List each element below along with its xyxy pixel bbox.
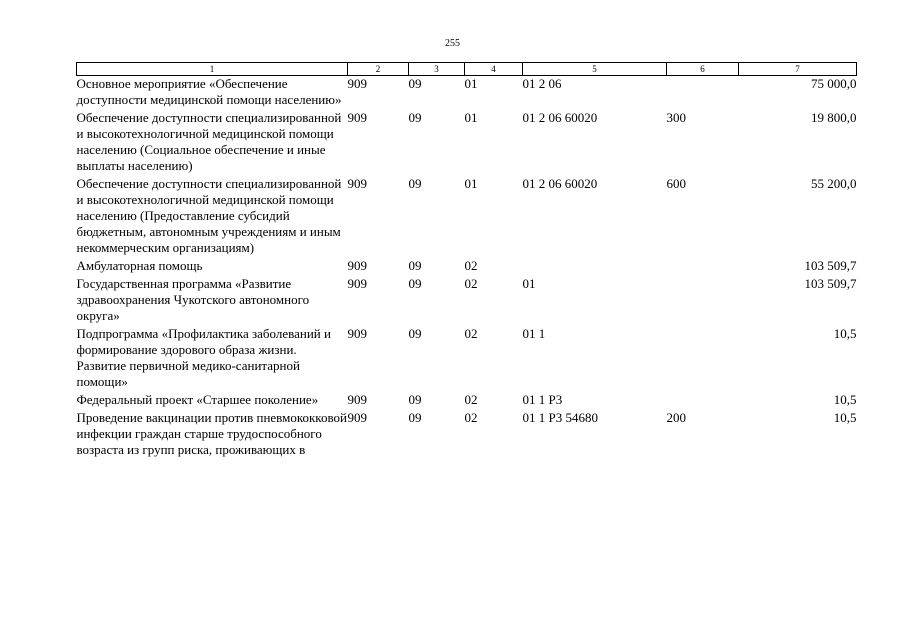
table-row: [77, 276, 857, 326]
table-row: [77, 258, 857, 276]
row-name: Государственная программа «Развитие здравоохранения Чукотского автономного округа»: [76, 276, 310, 323]
ministry-code: 909: [347, 326, 367, 341]
row-name: Подпрограмма «Профилактика заболеваний и формирование здорового образа жизни. Развитие первичной медико-санитарной помощи»: [76, 326, 331, 389]
expense-type-code: 600: [666, 176, 686, 191]
column-number: 1: [77, 63, 348, 76]
ministry-code: 909: [347, 76, 367, 91]
section-code: 09: [408, 258, 422, 273]
table-row: [77, 410, 857, 460]
table-row: [77, 176, 857, 258]
ministry-code: 909: [347, 392, 367, 407]
ministry-code: 909: [347, 276, 367, 291]
subsection-code: 01: [464, 76, 478, 91]
row-name: Обеспечение доступности специализированной и высокотехнологичной медицинской помощи населению (Социальное обеспечение и иные выплаты населению): [76, 110, 342, 173]
expense-type-code: [667, 276, 739, 326]
subsection-code: 02: [464, 276, 478, 291]
table-body: [77, 76, 857, 461]
subsection-code: 01: [464, 110, 478, 125]
section-code: 09: [408, 326, 422, 341]
expense-type-code: [667, 326, 739, 392]
target-article-code: [523, 258, 667, 276]
table-row: [77, 326, 857, 392]
amount-value: 103 509,7: [804, 276, 857, 291]
amount-value: 10,5: [833, 392, 857, 407]
amount-value: 10,5: [833, 326, 857, 341]
column-number: 7: [739, 63, 857, 76]
column-number: 2: [348, 63, 409, 76]
row-name: Амбулаторная помощь: [76, 258, 203, 273]
expense-type-code: [667, 392, 739, 410]
row-name: Обеспечение доступности специализированной и высокотехнологичной медицинской помощи населению (Предоставление субсидий бюджетным, автономным учреждениям и иным некоммерческим организациям): [76, 176, 342, 255]
target-article-code: 01 2 06 60020: [522, 176, 598, 191]
ministry-code: 909: [347, 258, 367, 273]
target-article-code: 01 2 06 60020: [522, 110, 598, 125]
expense-type-code: 200: [666, 410, 686, 425]
expense-type-code: 300: [666, 110, 686, 125]
page-number: 255: [445, 38, 460, 49]
column-number: 6: [667, 63, 739, 76]
column-number: 5: [523, 63, 667, 76]
amount-value: 75 000,0: [811, 76, 857, 91]
target-article-code: 01 1 P3 54680: [522, 410, 598, 425]
table-row: [77, 392, 857, 410]
table-row: [77, 76, 857, 111]
amount-value: 19 800,0: [811, 110, 857, 125]
target-article-code: 01 1: [522, 326, 546, 341]
column-number: 3: [409, 63, 465, 76]
row-name: Проведение вакцинации против пневмококковой инфекции граждан старше трудоспособного возраста из групп риска, проживающих в: [76, 410, 347, 457]
column-number: 4: [465, 63, 523, 76]
target-article-code: 01: [522, 276, 536, 291]
expense-type-code: [667, 76, 739, 111]
subsection-code: 02: [464, 326, 478, 341]
ministry-code: 909: [347, 410, 367, 425]
target-article-code: 01 2 06: [522, 76, 562, 91]
expense-type-code: [667, 258, 739, 276]
subsection-code: 01: [464, 176, 478, 191]
section-code: 09: [408, 176, 422, 191]
target-article-code: 01 1 P3: [522, 392, 563, 407]
subsection-code: 02: [464, 392, 478, 407]
section-code: 09: [408, 276, 422, 291]
ministry-code: 909: [347, 110, 367, 125]
amount-value: 103 509,7: [804, 258, 857, 273]
section-code: 09: [408, 392, 422, 407]
table-row: [77, 110, 857, 176]
subsection-code: 02: [464, 258, 478, 273]
section-code: 09: [408, 410, 422, 425]
subsection-code: 02: [464, 410, 478, 425]
row-name: Основное мероприятие «Обеспечение доступности медицинской помощи населению»: [76, 76, 342, 107]
column-number-row: [77, 63, 857, 76]
section-code: 09: [408, 76, 422, 91]
amount-value: 10,5: [833, 410, 857, 425]
amount-value: 55 200,0: [811, 176, 857, 191]
row-name: Федеральный проект «Старшее поколение»: [76, 392, 319, 407]
table-header: [77, 63, 857, 76]
section-code: 09: [408, 110, 422, 125]
ministry-code: 909: [347, 176, 367, 191]
budget-table: [76, 62, 857, 460]
